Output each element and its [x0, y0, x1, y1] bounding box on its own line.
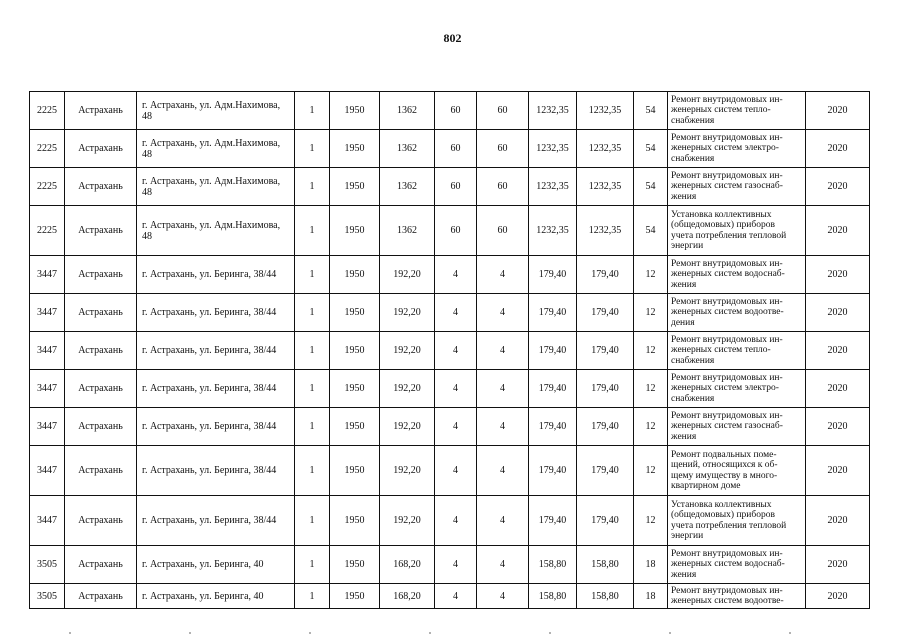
cell-col-11: 54 [634, 206, 668, 256]
cell-build-year: 1950 [330, 332, 380, 370]
cell-count: 1 [295, 256, 330, 294]
cell-col-7: 60 [435, 130, 477, 168]
cell-col-7: 60 [435, 206, 477, 256]
cell-object-id: 2225 [30, 206, 65, 256]
cell-total-area: 192,20 [380, 256, 435, 294]
cell-col-9: 179,40 [529, 256, 577, 294]
cell-build-year: 1950 [330, 92, 380, 130]
cell-count: 1 [295, 584, 330, 609]
cell-col-7: 4 [435, 496, 477, 546]
cell-address: г. Астрахань, ул. Адм.Нахимова, 48 [137, 130, 295, 168]
cell-build-year: 1950 [330, 130, 380, 168]
cell-plan-year: 2020 [806, 130, 870, 168]
cell-work-type: Установка коллективных (общедомовых) приборов учета потребления тепловой энергии [668, 206, 806, 256]
cell-build-year: 1950 [330, 256, 380, 294]
cell-col-11: 12 [634, 294, 668, 332]
cell-col-10: 179,40 [577, 370, 634, 408]
cell-city: Астрахань [65, 584, 137, 609]
cell-total-area: 192,20 [380, 496, 435, 546]
cell-count: 1 [295, 546, 330, 584]
cell-col-7: 4 [435, 546, 477, 584]
cell-col-9: 1232,35 [529, 92, 577, 130]
cell-object-id: 3447 [30, 256, 65, 294]
cell-build-year: 1950 [330, 446, 380, 496]
cell-work-type: Ремонт внутридомовых ин- женерных систем водоснаб- жения [668, 256, 806, 294]
cell-object-id: 3447 [30, 446, 65, 496]
cell-col-7: 4 [435, 294, 477, 332]
cell-build-year: 1950 [330, 496, 380, 546]
table-row [30, 584, 870, 609]
cell-col-11: 12 [634, 370, 668, 408]
cell-city: Астрахань [65, 496, 137, 546]
cell-count: 1 [295, 206, 330, 256]
cell-city: Астрахань [65, 546, 137, 584]
cell-city: Астрахань [65, 408, 137, 446]
cell-build-year: 1950 [330, 370, 380, 408]
cell-address: г. Астрахань, ул. Адм.Нахимова, 48 [137, 206, 295, 256]
cell-work-type: Ремонт внутридомовых ин- женерных систем газоснаб- жения [668, 168, 806, 206]
cell-col-8: 60 [477, 130, 529, 168]
cell-col-8: 60 [477, 168, 529, 206]
cell-col-11: 12 [634, 332, 668, 370]
cell-address: г. Астрахань, ул. Адм.Нахимова, 48 [137, 92, 295, 130]
cell-plan-year: 2020 [806, 294, 870, 332]
data-table [29, 91, 870, 609]
cell-total-area: 192,20 [380, 332, 435, 370]
cell-plan-year: 2020 [806, 496, 870, 546]
cell-object-id: 2225 [30, 92, 65, 130]
cell-col-8: 4 [477, 370, 529, 408]
cell-col-7: 60 [435, 168, 477, 206]
cell-col-9: 179,40 [529, 332, 577, 370]
table-row [30, 168, 870, 206]
cell-total-area: 168,20 [380, 584, 435, 609]
cell-work-type: Ремонт внутридомовых ин- женерных систем тепло- снабжения [668, 92, 806, 130]
cell-col-10: 179,40 [577, 408, 634, 446]
cell-address: г. Астрахань, ул. Беринга, 38/44 [137, 446, 295, 496]
cell-col-7: 4 [435, 332, 477, 370]
cell-plan-year: 2020 [806, 370, 870, 408]
cell-work-type: Ремонт внутридомовых ин- женерных систем газоснаб- жения [668, 408, 806, 446]
cell-total-area: 192,20 [380, 370, 435, 408]
cell-work-type: Установка коллективных (общедомовых) приборов учета потребления тепловой энергии [668, 496, 806, 546]
cell-col-10: 1232,35 [577, 206, 634, 256]
cell-col-8: 4 [477, 584, 529, 609]
cell-work-type: Ремонт внутридомовых ин- женерных систем водоотве- дения [668, 294, 806, 332]
cell-col-8: 60 [477, 92, 529, 130]
cell-total-area: 1362 [380, 130, 435, 168]
cell-build-year: 1950 [330, 168, 380, 206]
cell-work-type: Ремонт подвальных поме- щений, относящихся к об- щему имуществу в много- квартирном доме [668, 446, 806, 496]
cell-col-7: 60 [435, 92, 477, 130]
table-row [30, 546, 870, 584]
cell-count: 1 [295, 332, 330, 370]
cell-city: Астрахань [65, 294, 137, 332]
cell-col-9: 1232,35 [529, 168, 577, 206]
cell-build-year: 1950 [330, 584, 380, 609]
cell-col-7: 4 [435, 370, 477, 408]
cell-build-year: 1950 [330, 546, 380, 584]
cell-col-10: 1232,35 [577, 130, 634, 168]
cell-count: 1 [295, 370, 330, 408]
cell-address: г. Астрахань, ул. Беринга, 40 [137, 584, 295, 609]
cell-col-9: 158,80 [529, 546, 577, 584]
table-row [30, 446, 870, 496]
cell-city: Астрахань [65, 92, 137, 130]
cell-city: Астрахань [65, 370, 137, 408]
table-row [30, 206, 870, 256]
cell-build-year: 1950 [330, 408, 380, 446]
cell-plan-year: 2020 [806, 256, 870, 294]
cell-col-8: 60 [477, 206, 529, 256]
cell-plan-year: 2020 [806, 92, 870, 130]
cell-total-area: 1362 [380, 92, 435, 130]
cell-plan-year: 2020 [806, 206, 870, 256]
cell-col-11: 54 [634, 130, 668, 168]
cell-address: г. Астрахань, ул. Беринга, 38/44 [137, 294, 295, 332]
cell-col-7: 4 [435, 584, 477, 609]
cell-col-10: 179,40 [577, 256, 634, 294]
cell-plan-year: 2020 [806, 408, 870, 446]
cell-col-10: 158,80 [577, 546, 634, 584]
cell-col-8: 4 [477, 546, 529, 584]
cell-object-id: 3447 [30, 370, 65, 408]
cell-col-11: 12 [634, 446, 668, 496]
cell-plan-year: 2020 [806, 168, 870, 206]
cell-plan-year: 2020 [806, 584, 870, 609]
cell-object-id: 3447 [30, 408, 65, 446]
cell-address: г. Астрахань, ул. Беринга, 38/44 [137, 332, 295, 370]
cell-col-11: 54 [634, 92, 668, 130]
cell-object-id: 3447 [30, 294, 65, 332]
cell-work-type: Ремонт внутридомовых ин- женерных систем водоотве- [668, 584, 806, 609]
table-row [30, 496, 870, 546]
cell-col-11: 54 [634, 168, 668, 206]
cell-col-8: 4 [477, 294, 529, 332]
cell-object-id: 3447 [30, 496, 65, 546]
cell-col-9: 1232,35 [529, 130, 577, 168]
table-row [30, 294, 870, 332]
cell-city: Астрахань [65, 256, 137, 294]
cell-address: г. Астрахань, ул. Беринга, 38/44 [137, 496, 295, 546]
cell-address: г. Астрахань, ул. Беринга, 38/44 [137, 408, 295, 446]
cell-work-type: Ремонт внутридомовых ин- женерных систем электро- снабжения [668, 130, 806, 168]
cell-build-year: 1950 [330, 206, 380, 256]
cell-col-7: 4 [435, 256, 477, 294]
cell-col-9: 1232,35 [529, 206, 577, 256]
cell-count: 1 [295, 168, 330, 206]
cell-col-10: 179,40 [577, 446, 634, 496]
cell-plan-year: 2020 [806, 546, 870, 584]
cell-col-9: 179,40 [529, 370, 577, 408]
cell-col-7: 4 [435, 446, 477, 496]
table-row [30, 370, 870, 408]
cell-count: 1 [295, 92, 330, 130]
cell-address: г. Астрахань, ул. Беринга, 40 [137, 546, 295, 584]
cell-city: Астрахань [65, 206, 137, 256]
cell-total-area: 192,20 [380, 446, 435, 496]
cell-total-area: 192,20 [380, 294, 435, 332]
cell-col-8: 4 [477, 446, 529, 496]
cell-address: г. Астрахань, ул. Беринга, 38/44 [137, 256, 295, 294]
cell-object-id: 2225 [30, 168, 65, 206]
table-row [30, 256, 870, 294]
cell-col-11: 12 [634, 496, 668, 546]
cell-total-area: 168,20 [380, 546, 435, 584]
cell-plan-year: 2020 [806, 446, 870, 496]
cell-work-type: Ремонт внутридомовых ин- женерных систем электро- снабжения [668, 370, 806, 408]
cell-col-10: 158,80 [577, 584, 634, 609]
cell-col-9: 179,40 [529, 446, 577, 496]
cell-col-11: 18 [634, 546, 668, 584]
cell-object-id: 3505 [30, 546, 65, 584]
cell-count: 1 [295, 446, 330, 496]
cell-address: г. Астрахань, ул. Адм.Нахимова, 48 [137, 168, 295, 206]
cell-col-8: 4 [477, 496, 529, 546]
cell-object-id: 2225 [30, 130, 65, 168]
cell-col-10: 179,40 [577, 496, 634, 546]
cell-col-10: 1232,35 [577, 92, 634, 130]
cell-total-area: 1362 [380, 206, 435, 256]
cell-count: 1 [295, 496, 330, 546]
cell-build-year: 1950 [330, 294, 380, 332]
cell-city: Астрахань [65, 130, 137, 168]
cell-col-11: 12 [634, 408, 668, 446]
cell-plan-year: 2020 [806, 332, 870, 370]
cell-col-9: 158,80 [529, 584, 577, 609]
cell-col-8: 4 [477, 408, 529, 446]
cell-col-7: 4 [435, 408, 477, 446]
table-container [29, 91, 869, 609]
cell-work-type: Ремонт внутридомовых ин- женерных систем водоснаб- жения [668, 546, 806, 584]
cell-count: 1 [295, 130, 330, 168]
cell-city: Астрахань [65, 168, 137, 206]
cell-count: 1 [295, 294, 330, 332]
cell-col-9: 179,40 [529, 496, 577, 546]
cell-col-9: 179,40 [529, 294, 577, 332]
table-body [30, 92, 870, 609]
table-row [30, 92, 870, 130]
scan-dotted-edge [0, 632, 905, 634]
cell-col-11: 18 [634, 584, 668, 609]
cell-count: 1 [295, 408, 330, 446]
page-number: 802 [443, 31, 462, 45]
table-row [30, 408, 870, 446]
cell-col-10: 179,40 [577, 294, 634, 332]
cell-col-11: 12 [634, 256, 668, 294]
cell-object-id: 3505 [30, 584, 65, 609]
cell-address: г. Астрахань, ул. Беринга, 38/44 [137, 370, 295, 408]
table-row [30, 332, 870, 370]
cell-col-8: 4 [477, 332, 529, 370]
cell-col-9: 179,40 [529, 408, 577, 446]
cell-col-10: 179,40 [577, 332, 634, 370]
cell-col-8: 4 [477, 256, 529, 294]
cell-total-area: 1362 [380, 168, 435, 206]
cell-city: Астрахань [65, 446, 137, 496]
cell-object-id: 3447 [30, 332, 65, 370]
cell-total-area: 192,20 [380, 408, 435, 446]
cell-city: Астрахань [65, 332, 137, 370]
cell-col-10: 1232,35 [577, 168, 634, 206]
cell-work-type: Ремонт внутридомовых ин- женерных систем тепло- снабжения [668, 332, 806, 370]
table-row [30, 130, 870, 168]
